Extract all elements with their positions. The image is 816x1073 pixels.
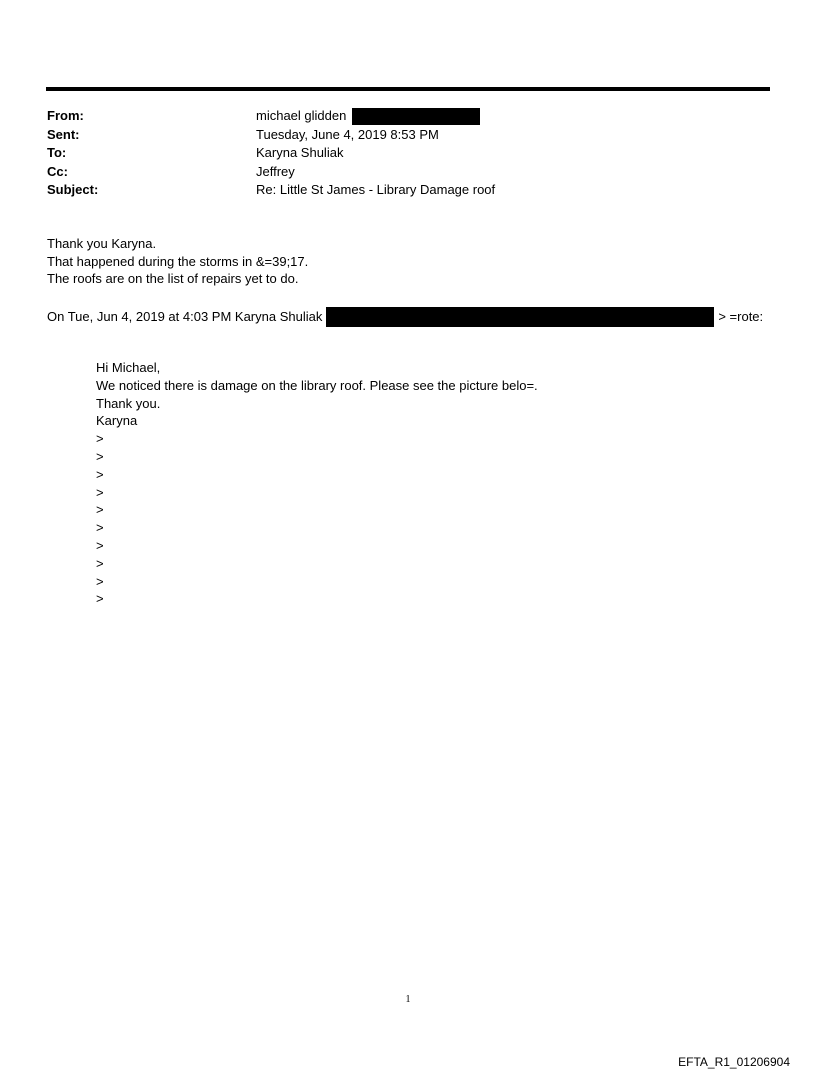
cc-value: Jeffrey [256,163,295,179]
subject-row [47,181,495,200]
from-value-wrap [256,107,480,126]
quote-intro-lead: On Tue, Jun 4, 2019 at 4:03 PM Karyna Shuliak [47,309,323,324]
quote-marker: > [96,431,104,447]
subject-value: Re: Little St James - Library Damage roof [256,182,496,197]
to-label: To: [47,145,67,160]
quote-intro [47,307,771,327]
email-header [47,107,495,200]
quote-marker: > [96,448,104,464]
quote-marker: > [96,555,104,571]
from-row [47,107,495,126]
sent-value: Tuesday, June 4, 2019 8:53 PM [256,126,439,142]
body-line: The roofs are on the list of repairs yet to do. [47,271,299,286]
from-redaction [352,108,480,125]
quote-marker: > [96,591,104,607]
quote-marker: > [96,537,104,553]
quote-marker: > [96,466,104,482]
cc-row [47,163,495,182]
quoted-line: Thank you. [96,395,161,411]
quote-intro-redaction [326,307,714,327]
page-number: 1 [405,994,411,1005]
body-line: Thank you Karyna. [47,236,157,251]
bates-number: EFTA_R1_01206904 [678,1055,790,1069]
message-body [47,235,308,288]
quote-intro-tail: > =rote: [718,309,764,324]
from-value: michael glidden [256,108,347,123]
subject-label: Subject: [47,182,99,197]
quote-marker: > [96,520,104,536]
quoted-line: Karyna [96,413,138,429]
top-rule [46,87,770,91]
cc-label: Cc: [47,163,68,179]
quote-marker: > [96,484,104,500]
from-label: From: [47,108,84,123]
body-line: That happened during the storms in &=39;17. [47,253,309,269]
sent-label: Sent: [47,126,80,142]
quote-marker: > [96,502,104,518]
quote-marker: > [96,573,104,589]
quoted-message [96,359,538,608]
sent-row [47,126,495,145]
to-row [47,144,495,163]
quoted-line: Hi Michael, [96,360,161,375]
to-value: Karyna Shuliak [256,145,344,160]
quoted-line: We noticed there is damage on the library roof. Please see the picture belo=. [96,377,538,393]
